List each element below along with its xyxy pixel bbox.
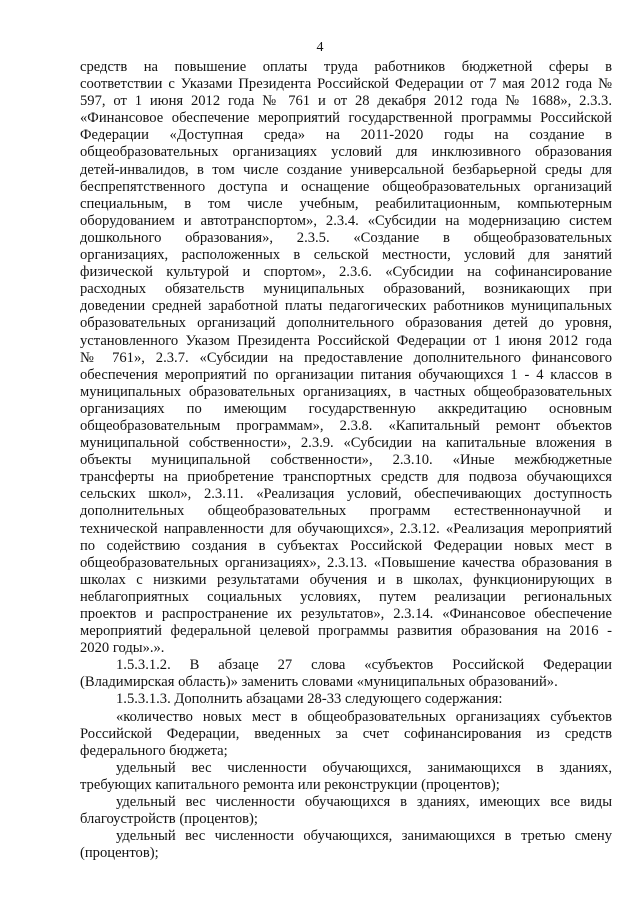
text-line: образовательных организаций дополнительного образования детей до уровня,	[80, 315, 612, 332]
page-number: 4	[316, 40, 324, 55]
text-line: удельный вес численности обучающихся, занимающихся в зданиях,	[116, 759, 612, 776]
text-line: общеобразовательных организациях», 2.3.13. «Повышение качества образования в	[80, 554, 612, 571]
text-line: беспрепятственного доступа и оснащение общеобразовательных организаций	[80, 178, 612, 195]
text-line: (Владимирская область)» заменить словами «муниципальных образований».	[80, 674, 558, 691]
text-line: удельный вес численности обучающихся в зданиях, имеющих все виды	[116, 794, 612, 811]
text-line: технической направленности для обучающихся», 2.3.12. «Реализация мероприятий	[80, 520, 612, 537]
text-line: федерального бюджета;	[80, 742, 228, 759]
document-body	[80, 59, 612, 862]
text-line: «Финансовое обеспечение мероприятий государственной программы Российской	[80, 110, 612, 127]
text-line: благоустройств (процентов);	[80, 811, 258, 828]
text-line: специальным, в том числе учебным, реабилитационным, компьютерным	[80, 195, 612, 212]
text-line: средств на повышение оплаты труда работников бюджетной сферы в	[80, 59, 612, 75]
text-line: неблагоприятных социальных условиях, путем реализации региональных	[80, 588, 612, 605]
text-line: муниципальных образовательных организациях, в частных общеобразовательных	[80, 383, 612, 400]
text-line: трансферты на приобретение транспортных средств для подвоза обучающихся	[80, 469, 612, 486]
text-line: по содействию создания в субъектах Российской Федерации новых мест в	[80, 537, 612, 554]
text-line: соответствии с Указами Президента Российской Федерации от 7 мая 2012 года №	[80, 76, 612, 93]
text-line: установленного Указом Президента Российской Федерации от 1 июня 2012 года	[80, 332, 612, 349]
text-line: дошкольного образования», 2.3.5. «Создание в общеобразовательных	[80, 229, 612, 246]
text-line: 1.5.3.1.3. Дополнить абзацами 28-33 следующего содержания:	[116, 691, 503, 708]
text-line: общеобразовательных организациях условий для инклюзивного образования	[80, 144, 612, 161]
text-line: дополнительных общеобразовательных программ естественнонаучной и	[80, 503, 612, 520]
text-line: сельских школ», 2.3.11. «Реализация условий, обеспечивающих доступность	[80, 486, 612, 503]
text-line: физической культурой и спортом», 2.3.6. «Субсидии на софинансирование	[80, 264, 612, 281]
text-line: мероприятий федеральной целевой программы развития образования на 2016 -	[80, 623, 612, 640]
text-line: оборудованием и автотранспортом», 2.3.4. «Субсидии на модернизацию систем	[80, 212, 612, 229]
text-line: (процентов);	[80, 845, 159, 862]
text-line: Федерации «Доступная среда» на 2011-2020 годы на создание в	[80, 127, 612, 144]
text-line: 1.5.3.1.2. В абзаце 27 слова «субъектов Российской Федерации	[116, 657, 612, 674]
text-line: организациях, расположенных в сельской местности, условий для занятий	[80, 247, 612, 264]
text-line: проектов и распространение их результатов», 2.3.14. «Финансовое обеспечение	[80, 606, 612, 622]
text-line: «количество новых мест в общеобразовательных организациях субъектов	[116, 708, 612, 725]
text-line: № 761», 2.3.7. «Субсидии на предоставление дополнительного финансового	[80, 349, 612, 366]
text-line: 597, от 1 июня 2012 года № 761 и от 28 декабря 2012 года № 1688», 2.3.3.	[80, 93, 612, 110]
text-line: муниципальной собственности», 2.3.9. «Субсидии на капитальные вложения в	[80, 435, 612, 452]
text-line: требующих капитального ремонта или реконструкции (процентов);	[80, 776, 500, 793]
text-line: расходных обязательств муниципальных образований, возникающих при	[80, 281, 612, 298]
text-line: Российской Федерации, введенных за счет софинансирования из средств	[80, 725, 612, 742]
text-line: удельный вес численности обучающихся, занимающихся в третью смену	[116, 828, 612, 845]
text-line: 2020 годы».».	[80, 640, 165, 657]
text-line: общеобразовательным программам», 2.3.8. «Капитальный ремонт объектов	[80, 417, 612, 434]
text-line: организациях по имеющим государственную аккредитацию основным	[80, 400, 612, 417]
text-line: доведении средней заработной платы педагогических работников муниципальных	[80, 298, 612, 315]
text-line: объекты муниципальной собственности», 2.3.10. «Иные межбюджетные	[80, 452, 612, 469]
text-line: обеспечения мероприятий по организации питания обучающихся 1 - 4 классов в	[80, 366, 612, 383]
text-line: школах с низкими результатами обучения и в школах, функционирующих в	[80, 571, 612, 588]
text-line: детей-инвалидов, в том числе создание универсальной безбарьерной среды для	[80, 161, 612, 178]
